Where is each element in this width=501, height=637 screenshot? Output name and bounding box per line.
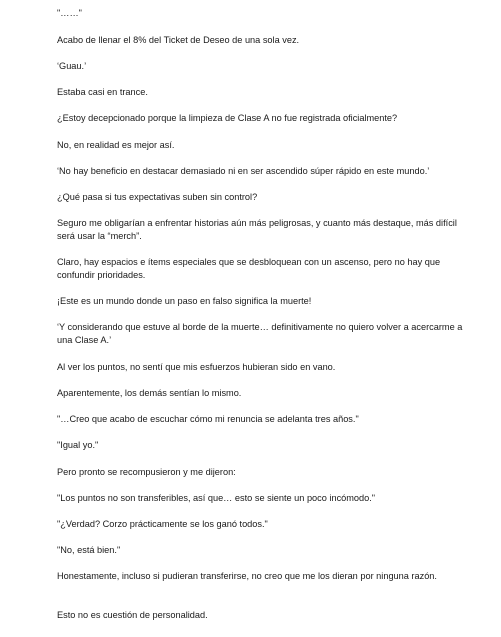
paragraph-10: Claro, hay espacios e ítems especiales que se desbloquean con un ascenso, pero no hay que confundir prioridades. <box>57 257 441 280</box>
paragraph-13: Al ver los puntos, no sentí que mis esfuerzos hubieran sido en vano. <box>57 362 336 372</box>
paragraph-12: ‘Y considerando que estuve al borde de la muerte… definitivamente no quiero volver a acercarme a una Clase A.’ <box>57 322 463 345</box>
paragraph-22: Esto no es cuestión de personalidad. <box>57 610 208 620</box>
paragraph-17: Pero pronto se recompusieron y me dijeron: <box>57 467 236 477</box>
paragraph-4: Estaba casi en trance. <box>57 87 148 97</box>
paragraph-15: "…Creo que acabo de escuchar cómo mi renuncia se adelanta tres años." <box>57 414 359 424</box>
paragraph-1: "……" <box>57 8 82 18</box>
paragraph-9: Seguro me obligarían a enfrentar historias aún más peligrosas, y cuanto más destaque, más difícil será usar la “merch”. <box>57 218 457 241</box>
paragraph-11: ¡Este es un mundo donde un paso en falso significa la muerte! <box>57 296 312 306</box>
paragraph-8: ¿Qué pasa si tus expectativas suben sin control? <box>57 192 258 202</box>
paragraph-14: Aparentemente, los demás sentían lo mismo. <box>57 388 242 398</box>
paragraph-3: ‘Guau.’ <box>57 61 87 71</box>
paragraph-18: "Los puntos no son transferibles, así que… esto se siente un poco incómodo." <box>57 493 376 503</box>
paragraph-19: "¿Verdad? Corzo prácticamente se los ganó todos." <box>57 519 268 529</box>
paragraph-21: Honestamente, incluso si pudieran transferirse, no creo que me los dieran por ninguna razón. <box>57 571 437 581</box>
paragraph-2: Acabo de llenar el 8% del Ticket de Deseo de una sola vez. <box>57 35 300 45</box>
paragraph-5: ¿Estoy decepcionado porque la limpieza de Clase A no fue registrada oficialmente? <box>57 113 398 123</box>
paragraph-20: "No, está bien." <box>57 545 121 555</box>
paragraph-7: ‘No hay beneficio en destacar demasiado ni en ser ascendido súper rápido en este mundo.’ <box>57 166 430 176</box>
paragraph-16: "Igual yo." <box>57 440 99 450</box>
paragraph-6: No, en realidad es mejor así. <box>57 140 175 150</box>
